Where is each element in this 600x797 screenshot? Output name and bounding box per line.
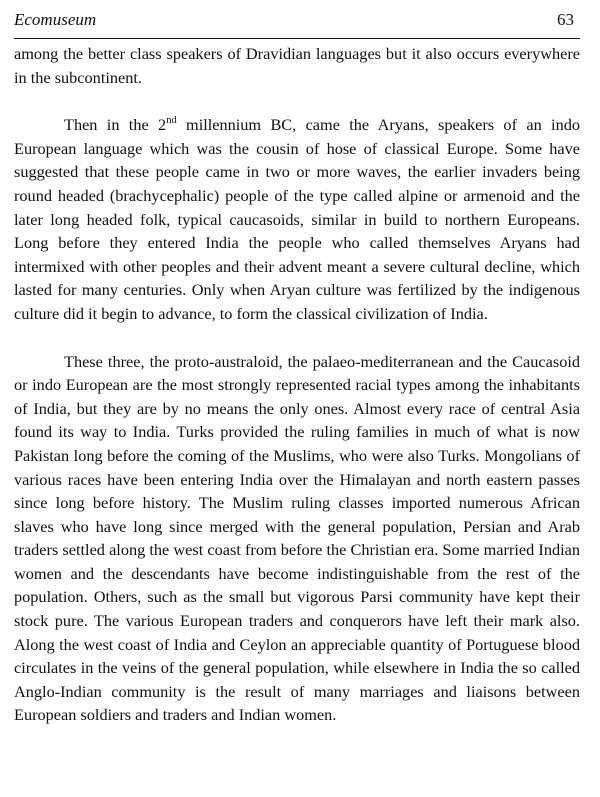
body-text: [14, 42, 580, 727]
paragraph-aryans: [14, 113, 580, 325]
page-number: 63: [557, 10, 574, 29]
paragraph-aryans-rest: millennium BC, came the Aryans, speakers of an indo European language which was the cousin of hose of classical Europe. Some have suggested that these people came in two or more waves, the earlier invaders being round headed (brachycephalic) people of the type called alpine or armenoid and the later long headed folk, typical caucasoids, similar in build to northern Europeans. Long before they entered India the people who called themselves Aryans had intermixed with other peoples and their advent meant a severe cultural decline, which lasted for many centuries. Only when Aryan culture was fertilized by the indigenous culture did it begin to advance, to form the classical civilization of India.: [14, 115, 580, 323]
ordinal-superscript: nd: [166, 115, 177, 127]
paragraph-aryans-start: Then in the 2: [64, 115, 167, 135]
page-header: [14, 0, 580, 39]
running-title: Ecomuseum: [14, 10, 97, 29]
paragraph-racial-types: These three, the proto-australoid, the palaeo-mediterranean and the Caucasoid or indo European are the most strongly represented racial types among the inhabitants of India, but they are by no means the only ones. Almost every race of central Asia found its way to India. Turks provided the ruling families in much of what is now Pakistan long before the coming of the Muslims, who were also Turks. Mongolians of various races have been entering India over the Himalayan and north eastern passes since long before history. The Muslim ruling classes imported numerous African slaves who have long since merged with the general population, Persian and Arab traders settled along the west coast from before the Christian era. Some married Indian women and the descendants have become indistinguishable from the rest of the population. Others, such as the small but vigorous Parsi community have kept their stock pure. The various European traders and conquerors have left their mark also. Along the west coast of India and Ceylon an appreciable quantity of Portuguese blood circulates in the veins of the general population, while elsewhere in India the so called Anglo-Indian community is the result of many marriages and liaisons between European soldiers and traders and Indian women.: [14, 351, 580, 725]
paragraph-continuation: among the better class speakers of Dravidian languages but it also occurs everywhere in the subcontinent.: [14, 44, 580, 87]
